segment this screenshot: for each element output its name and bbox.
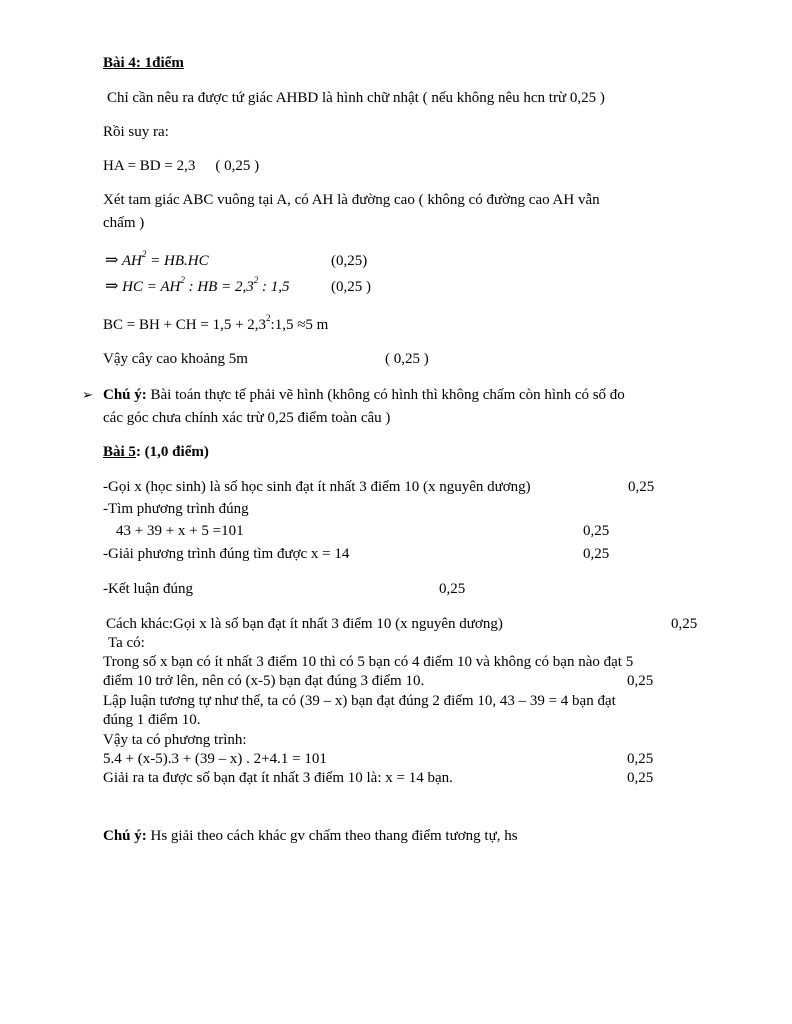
alt-line8-score: 0,25 xyxy=(627,751,654,767)
alt-line3: Trong số x bạn có ít nhất 3 điểm 10 thì có 5 bạn có 4 điểm 10 và không có bạn nào đạt 5 xyxy=(103,654,634,670)
implies-icon: ⇒ xyxy=(105,278,119,295)
formula-2: ⇒ HC = $AH^2$ : HB = $2,3^2$ : 1,5 xyxy=(105,275,290,295)
alt-line9: Giải ra ta được số bạn đạt ít nhất 3 điểm 10 là: x = 14 bạn. xyxy=(103,770,453,786)
bai5-row3: 43 + 39 + x + 5 =101 xyxy=(116,523,244,539)
alt-line4: điểm 10 trở lên, nên có (x-5) bạn đạt đúng 3 điểm 10. xyxy=(103,673,425,689)
alt-line6: đúng 1 điểm 10. xyxy=(103,712,201,728)
note1-line1: Chú ý: Bài toán thực tế phải vẽ hình (không có hình thì không chấm còn hình có số đo xyxy=(103,387,625,403)
alt-line7: Vậy ta có phương trình: xyxy=(103,732,247,748)
arrow-bullet-icon: ➢ xyxy=(82,387,93,402)
bai5-row3-score: 0,25 xyxy=(583,523,610,539)
note2: Chú ý: Hs giải theo cách khác gv chấm theo thang điểm tương tự, hs xyxy=(103,828,518,844)
alt-line9-score: 0,25 xyxy=(627,770,654,786)
bai4-line2: Rồi suy ra: xyxy=(103,124,169,140)
bai4-conclusion-score: ( 0,25 ) xyxy=(385,351,429,367)
bai4-line4b: chấm ) xyxy=(103,215,145,231)
bai5-row5-score: 0,25 xyxy=(439,581,466,597)
bai5-row4: -Giải phương trình đúng tìm được x = 14 xyxy=(103,546,350,562)
alt-line1: Cách khác:Gọi x là số bạn đạt ít nhất 3 điểm 10 (x nguyên dương) xyxy=(106,616,503,632)
bai5-row2: -Tìm phương trình đúng xyxy=(103,501,249,517)
alt-line1-score: 0,25 xyxy=(671,616,698,632)
note1-line2: các góc chưa chính xác trừ 0,25 điểm toàn câu ) xyxy=(103,410,391,426)
bai5-row1-score: 0,25 xyxy=(628,479,655,495)
bai4-line1: Chỉ cần nêu ra được tứ giác AHBD là hình chữ nhật ( nếu không nêu hcn trừ 0,25 ) xyxy=(107,90,605,106)
bc-equation: BC = BH + CH = $1,5 + 2,3^2:1,5 \approx 5$ m xyxy=(103,313,329,333)
formula-1: ⇒ $AH^2 = HB.HC$ xyxy=(105,249,209,269)
formula-1-score: (0,25) xyxy=(331,253,368,269)
bai5-title: Bài 5: (1,0 điểm) xyxy=(103,444,209,460)
bai4-line4a: Xét tam giác ABC vuông tại A, có AH là đường cao ( không có đường cao AH vẫn xyxy=(103,192,600,208)
bai4-line3: HA = BD = 2,3 ( 0,25 ) xyxy=(103,158,260,174)
bai4-conclusion: Vậy cây cao khoảng 5m xyxy=(103,351,248,367)
implies-icon: ⇒ xyxy=(105,252,119,269)
bai4-title: Bài 4: 1điểm xyxy=(103,55,184,71)
bai5-row5: -Kết luận đúng xyxy=(103,581,193,597)
alt-line2: Ta có: xyxy=(108,635,145,651)
alt-line8: 5.4 + (x-5).3 + (39 – x) . 2+4.1 = 101 xyxy=(103,751,327,767)
formula-2-score: (0,25 ) xyxy=(331,279,371,295)
alt-line5: Lập luận tương tự như thế, ta có (39 – x) bạn đạt đúng 2 điểm 10, 43 – 39 = 4 bạn đạt xyxy=(103,693,616,709)
bai5-row1: -Gọi x (học sinh) là số học sinh đạt ít nhất 3 điểm 10 (x nguyên dương) xyxy=(103,479,531,495)
bai5-row4-score: 0,25 xyxy=(583,546,610,562)
alt-line4-score: 0,25 xyxy=(627,673,654,689)
